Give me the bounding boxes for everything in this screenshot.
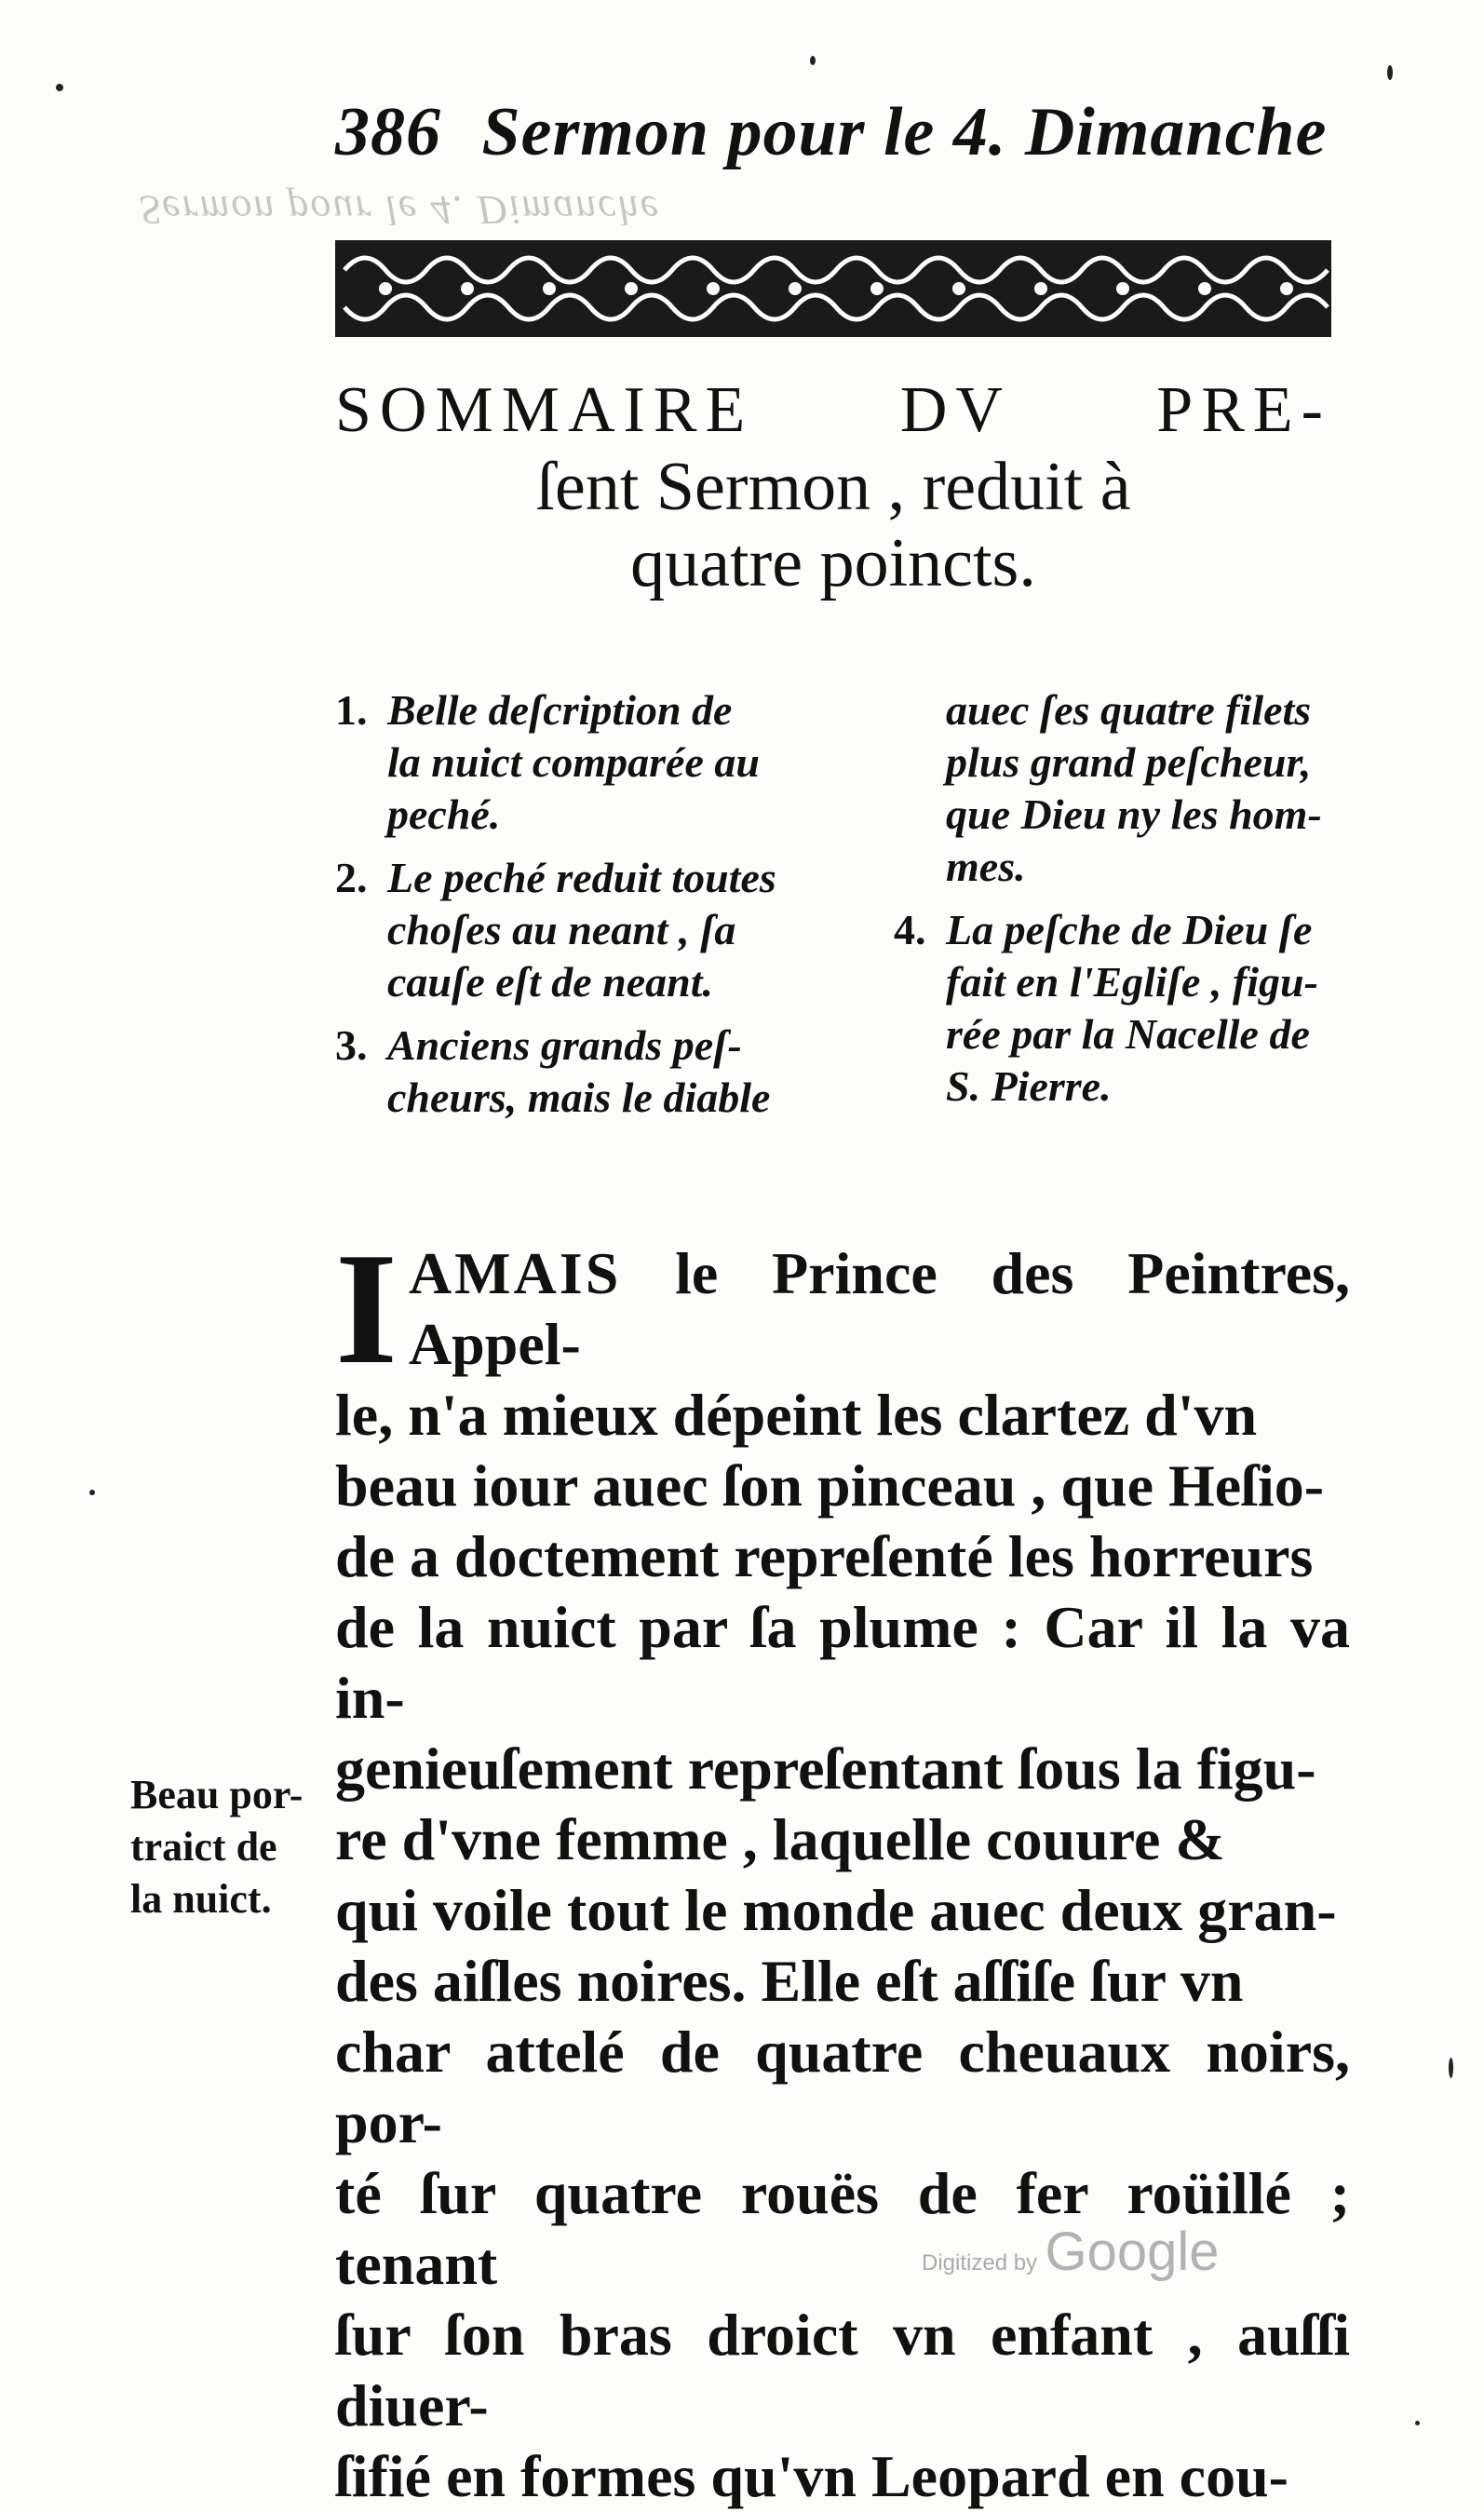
page-number: 386 (335, 94, 441, 170)
summary-item-3-continued (894, 684, 1350, 893)
summary-item-4 (894, 904, 1350, 1113)
item-line: peché. (387, 790, 501, 838)
body-line-1: AMAIS le Prince des Peintres, Appel- (408, 1240, 1350, 1377)
body-line-6: genieuſement repreſentant ſous la figu- (335, 1735, 1316, 1802)
title-line-2: ſent Sermon , reduit à (535, 449, 1131, 525)
item-line: la nuict comparée au (387, 738, 760, 786)
item-line: que Dieu ny les hom- (946, 790, 1322, 838)
body-line-12: ſur ſon bras droict vn enfant , auſſi diuer- (335, 2302, 1350, 2438)
body-line-13: ſifié en formes qu'vn Leopard en cou- (335, 2443, 1288, 2509)
item-number: 1. (335, 686, 368, 734)
item-number: 4. (894, 906, 926, 953)
ink-speck (1449, 2058, 1453, 2078)
summary-item-1 (335, 684, 819, 841)
ink-speck (1387, 65, 1393, 80)
body-line-11: té ſur quatre rouës de fer roüillé ; tenant (335, 2160, 1350, 2297)
body-line-2: le, n'a mieux dépeint les clartez d'vn (335, 1382, 1258, 1448)
bleed-through-text: Sermon pour le 4. Dimanche (140, 187, 661, 233)
sermon-body (335, 1221, 1350, 2512)
item-line: Anciens grands peſ- (387, 1021, 742, 1069)
item-line: cauſe eſt de neant. (387, 958, 714, 1006)
summary-item-2 (335, 852, 819, 1008)
item-line: choſes au neant , ſa (387, 906, 736, 953)
digitization-credit (922, 2221, 1220, 2283)
summary-title (335, 372, 1331, 601)
drop-cap: I (335, 1221, 398, 1398)
title-line-3: quatre poincts. (630, 525, 1036, 601)
item-number: 2. (335, 854, 368, 901)
margin-note: Beau por- traict de la nuict. (130, 1772, 304, 1922)
item-line: La peſche de Dieu ſe (946, 906, 1313, 953)
item-line: plus grand peſcheur, (946, 738, 1312, 786)
summary-left-column (335, 684, 819, 1124)
first-word: AMAIS (408, 1240, 622, 1306)
item-line: fait en l'Egliſe , figu- (946, 958, 1318, 1006)
body-line-3: beau iour auec ſon pinceau , que Heſio- (335, 1452, 1325, 1519)
ink-speck (810, 56, 816, 65)
running-header (335, 93, 1359, 172)
item-line: mes. (946, 843, 1026, 890)
summary-points (335, 684, 1350, 1159)
ornamental-border (335, 233, 1331, 344)
item-line: Le peché reduit toutes (387, 854, 776, 901)
item-line: cheurs, mais le diable (387, 1074, 771, 1121)
item-line: rée par la Nacelle de (946, 1010, 1310, 1058)
ink-speck (89, 1490, 95, 1495)
body-line-7: re d'vne femme , laquelle couure & (335, 1806, 1225, 1872)
credit-prefix: Digitized by (922, 2250, 1038, 2276)
ink-speck (56, 84, 63, 91)
body-line-9: des aiſles noires. Elle eſt aſſiſe ſur vn (335, 1948, 1244, 2014)
item-number (894, 684, 946, 893)
summary-item-3 (335, 1020, 819, 1124)
body-line-5: de la nuict par ſa plume : Car il la va in- (335, 1594, 1350, 1731)
title-line-1: SOMMAIRE DV PRE- (335, 374, 1331, 446)
item-number: 3. (335, 1021, 368, 1069)
body-line-10: char attelé de quatre cheuaux noirs, por- (335, 2019, 1350, 2155)
item-line: Belle deſcription de (387, 686, 733, 734)
google-logo: Google (1045, 2222, 1220, 2282)
running-title: Sermon pour le 4. Dimanche (481, 94, 1328, 170)
summary-right-column (894, 684, 1350, 1113)
item-line: auec ſes quatre filets (946, 686, 1312, 734)
body-line-4: de a doctement repreſenté les horreurs (335, 1523, 1314, 1589)
ink-speck (1415, 2421, 1420, 2425)
item-line: S. Pierre. (946, 1062, 1112, 1110)
body-line-8: qui voile tout le monde auec deux gran- (335, 1877, 1337, 1943)
